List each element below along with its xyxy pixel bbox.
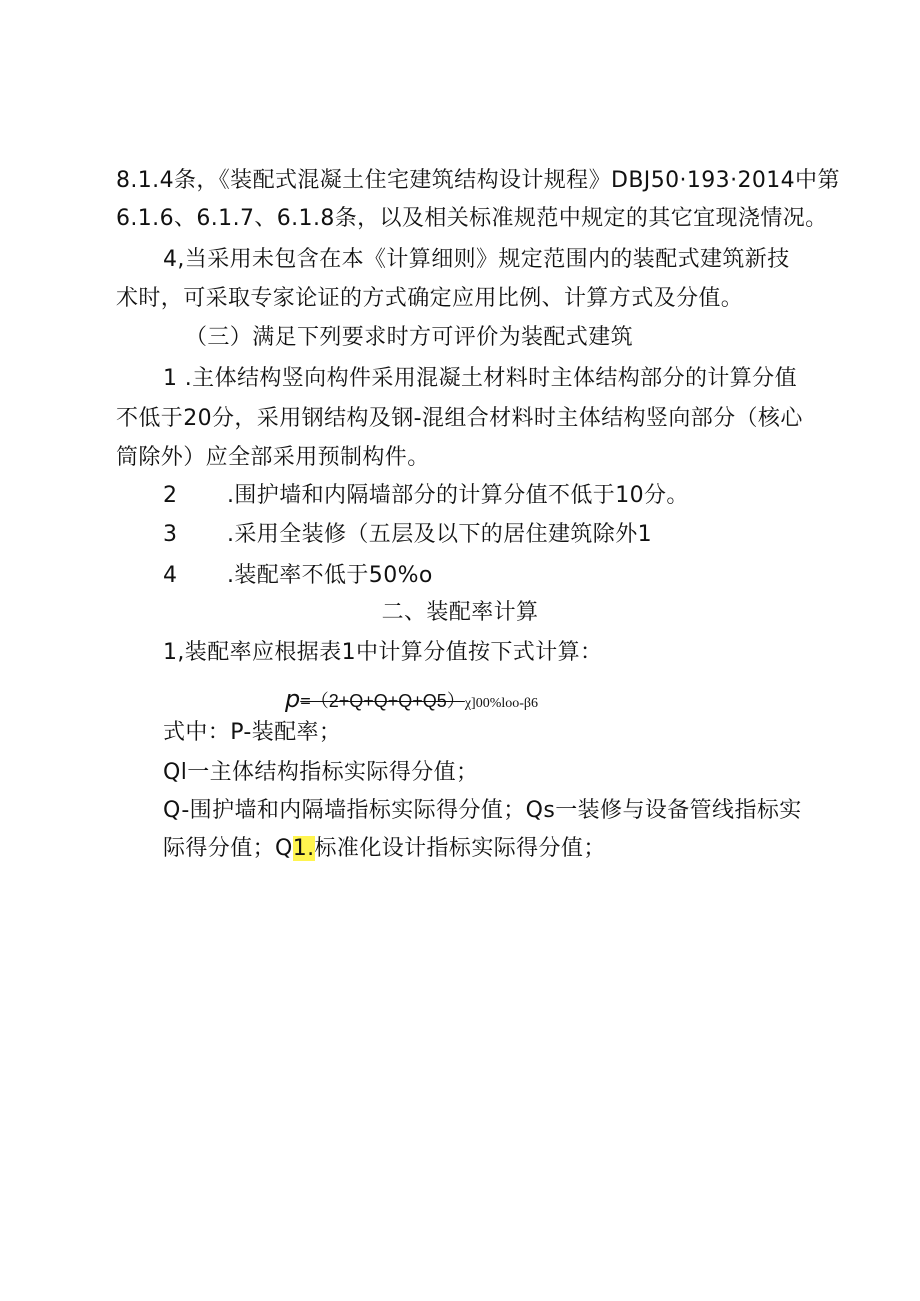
section-heading: （三）满足下列要求时方可评价为装配式建筑	[185, 325, 634, 350]
requirement-item	[163, 481, 689, 511]
requirement-number: 3	[163, 522, 178, 547]
paragraph-line: 术时，可采取专家论证的方式确定应用比例、计算方式及分值。	[116, 286, 744, 311]
paragraph-line: 6.1.6、6.1.7、6.1.8条，以及相关标准规范中规定的其它宜现浇情况。	[116, 206, 828, 231]
definition-text: 标准化设计指标实际得分值；	[314, 836, 606, 861]
definition-line	[163, 834, 606, 864]
requirement-text: .围护墙和内隔墙部分的计算分值不低于10分。	[227, 483, 689, 508]
highlighted-text: 1.	[292, 836, 315, 861]
formula-symbol: p	[285, 685, 301, 713]
requirement-text: .采用全装修（五层及以下的居住建筑除外1	[227, 522, 652, 547]
requirement-line: 不低于20分，采用钢结构及钢-混组合材料时主体结构竖向部分（核心	[116, 406, 803, 431]
requirement-line: 筒除外）应全部采用预制构件。	[116, 445, 430, 470]
paragraph-line: 4,当采用未包含在本《计算细则》规定范围内的装配式建筑新技	[163, 247, 790, 272]
formula-tail: χ]00%loo-β6	[464, 696, 539, 711]
requirement-number: 2	[163, 483, 178, 508]
formula-body: =（2+Q+Q+Q+Q5）	[300, 691, 465, 711]
definition-line: Ql一主体结构指标实际得分值；	[163, 760, 479, 785]
definition-text: 际得分值；Q	[163, 836, 293, 861]
requirement-number: 4	[163, 563, 178, 588]
paragraph-line: 1,装配率应根据表1中计算分值按下式计算：	[163, 640, 603, 665]
requirement-line: 1 .主体结构竖向构件采用混凝土材料时主体结构部分的计算分值	[163, 366, 797, 391]
formula	[285, 684, 538, 719]
requirement-item	[163, 520, 652, 550]
definition-line: 式中：P-装配率；	[163, 720, 342, 745]
requirement-text: .装配率不低于50%o	[227, 563, 433, 588]
paragraph-line: 8.1.4条，《装配式混凝土住宅建筑结构设计规程》DBJ50·193·2014中第	[116, 168, 840, 193]
definition-line: Q-围护墙和内隔墙指标实际得分值；Qs一装修与设备管线指标实	[163, 798, 802, 823]
requirement-item	[163, 561, 433, 591]
chapter-heading: 二、装配率计算	[381, 600, 539, 625]
